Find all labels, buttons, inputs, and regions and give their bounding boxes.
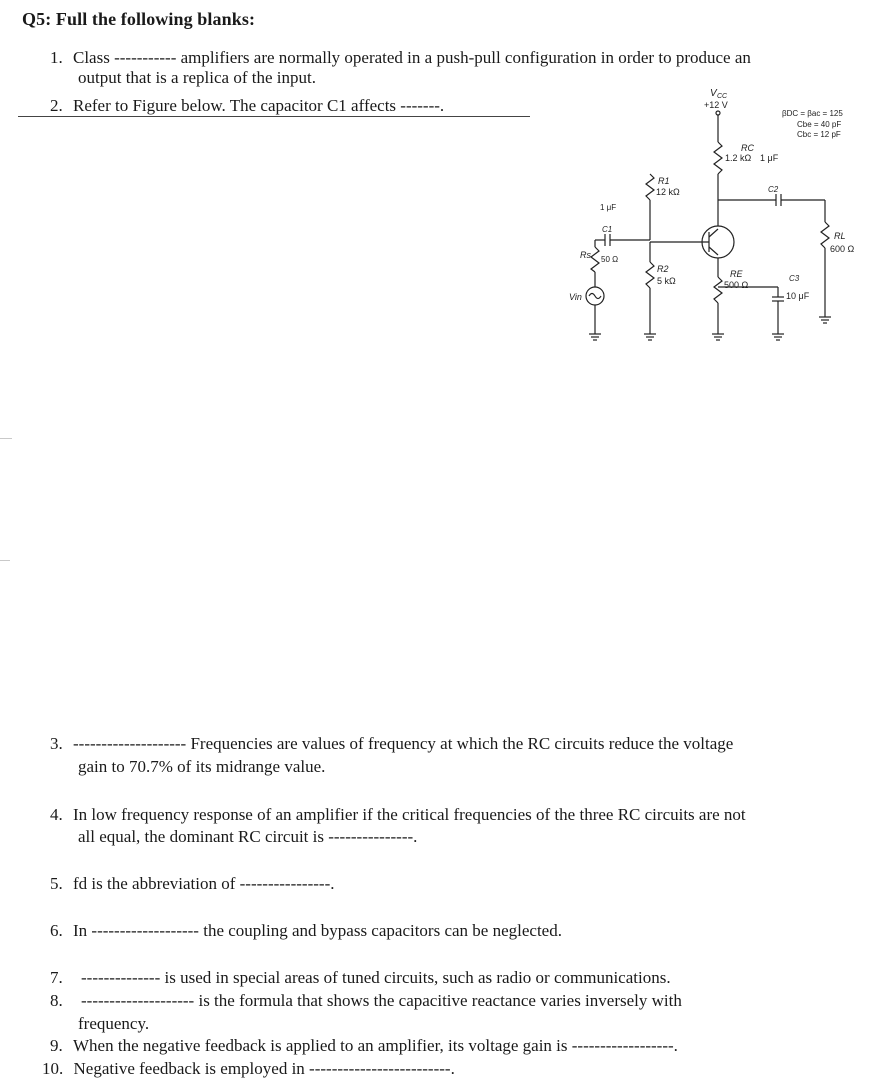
divider xyxy=(18,116,530,117)
c1-label: C1 xyxy=(602,225,613,234)
rl-value: 600 Ω xyxy=(830,244,855,254)
question-text: Negative feedback is employed in -------------------------. xyxy=(73,1059,455,1078)
question-8 xyxy=(50,991,890,1011)
question-4 xyxy=(50,805,890,825)
question-text: In ------------------- the coupling and bypass capacitors can be neglected. xyxy=(73,921,562,940)
c1-value: 1 μF xyxy=(600,203,617,212)
re-value: 500 Ω xyxy=(724,280,749,290)
rc-value: 1.2 kΩ xyxy=(725,153,752,163)
question-number: 7. xyxy=(50,968,63,987)
question-2 xyxy=(50,96,444,116)
vcc-subscript: CC xyxy=(717,93,728,100)
r1-value: 12 kΩ xyxy=(656,187,680,197)
question-number: 9. xyxy=(50,1036,63,1055)
ground-symbols xyxy=(589,317,831,340)
beta-label: βDC = βac = 125 xyxy=(782,109,843,118)
c3-value: 10 μF xyxy=(786,291,810,301)
rs-label: Rs xyxy=(580,250,591,260)
rs-value: 50 Ω xyxy=(601,255,619,264)
question-8-continued: frequency. xyxy=(78,1014,150,1033)
question-10 xyxy=(42,1059,455,1079)
question-3-continued: gain to 70.7% of its midrange value. xyxy=(78,757,326,776)
re-label: RE xyxy=(730,269,743,279)
cbe-label: Cbe = 40 pF xyxy=(797,120,842,129)
rl-label: RL xyxy=(834,231,846,241)
r2-label: R2 xyxy=(657,264,669,274)
vcc-label: V xyxy=(710,88,717,99)
question-text: Refer to Figure below. The capacitor C1 affects -------. xyxy=(73,96,445,115)
question-9 xyxy=(50,1036,678,1056)
question-number: 4. xyxy=(50,805,63,824)
question-number: 8. xyxy=(50,991,63,1010)
r2-value: 5 kΩ xyxy=(657,276,676,286)
vcc-value: +12 V xyxy=(704,100,728,110)
question-3 xyxy=(50,734,890,754)
c2-label: C2 xyxy=(768,185,779,194)
question-7 xyxy=(50,968,671,988)
page-title: Q5: Full the following blanks: xyxy=(22,9,256,29)
question-5 xyxy=(50,874,334,894)
question-number: 5. xyxy=(50,874,63,893)
scan-mark xyxy=(0,560,10,561)
amplifier-circuit-figure xyxy=(500,82,895,364)
question-number: 1. xyxy=(50,48,63,67)
cbc-label: Cbc = 12 pF xyxy=(797,130,841,139)
question-text: In low frequency response of an amplifier if the critical frequencies of the three RC circuits are not xyxy=(73,805,746,824)
question-number: 3. xyxy=(50,734,63,753)
question-text: Class ----------- amplifiers are normally operated in a push-pull configuration in order to produce an xyxy=(73,48,751,67)
question-number: 10. xyxy=(42,1059,64,1078)
question-text: -------------------- Frequencies are values of frequency at which the RC circuits reduce the voltage xyxy=(73,734,734,753)
question-number: 6. xyxy=(50,921,63,940)
question-text: -------------- is used in special areas of tuned circuits, such as radio or communications. xyxy=(81,968,671,987)
question-1 xyxy=(50,48,890,68)
vin-label: Vin xyxy=(569,292,582,302)
c2-value: 1 μF xyxy=(760,153,779,163)
rc-label: RC xyxy=(741,143,754,153)
question-text: fd is the abbreviation of ----------------. xyxy=(73,874,335,893)
question-1-continued: output that is a replica of the input. xyxy=(78,68,316,87)
c3-label: C3 xyxy=(789,274,800,283)
question-text: -------------------- is the formula that shows the capacitive reactance varies inversely with xyxy=(81,991,682,1010)
question-text: When the negative feedback is applied to an amplifier, its voltage gain is ------------------. xyxy=(73,1036,678,1055)
question-4-continued: all equal, the dominant RC circuit is ---------------. xyxy=(78,827,418,846)
question-number: 2. xyxy=(50,96,63,115)
question-6 xyxy=(50,921,562,941)
r1-label: R1 xyxy=(658,176,670,186)
scan-mark xyxy=(0,438,12,439)
